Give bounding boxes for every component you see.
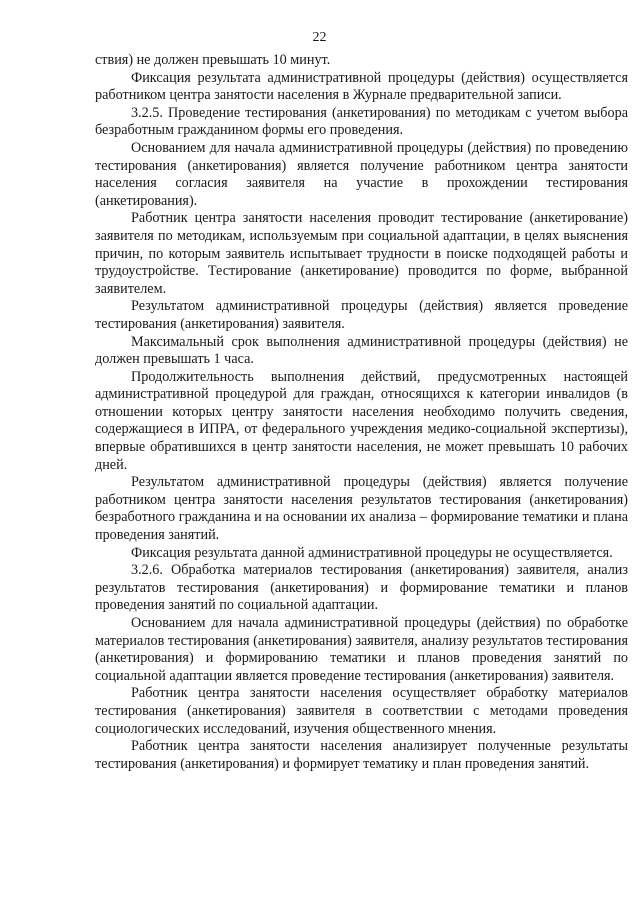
paragraph: Результатом административной процедуры (действия) является получение работником центра занятости населения результатов тестирования (анкетирования) безработного гражданина и на основании их анализа – формирование тематики и плана проведения занятий. <box>95 474 628 544</box>
paragraph: Результатом административной процедуры (действия) является проведение тестирования (анкетирования) заявителя. <box>95 298 628 332</box>
paragraph: Работник центра занятости населения анализирует полученные результаты тестирования (анкетирования) и формирует тематику и план проведения занятий. <box>95 738 628 772</box>
paragraph: Работник центра занятости населения проводит тестирование (анкетирование) заявителя по методикам, используемым при социальной адаптации, в целях выяснения причин, по которым заявитель испытывает трудности в поиске подходящей работы и трудоустройстве. Тестирование (анкетирование) проводится по форме, выбранной заявителем. <box>95 210 628 297</box>
section-heading-3-2-5: 3.2.5. Проведение тестирования (анкетирования) по методикам с учетом выбора безработным гражданином формы его проведения. <box>95 104 628 139</box>
paragraph: Фиксация результата административной процедуры (действия) осуществляется работником центра занятости населения в Журнале предварительной записи. <box>95 69 628 104</box>
paragraph: ствия) не должен превышать 10 минут. <box>95 52 331 68</box>
paragraph: Продолжительность выполнения действий, предусмотренных настоящей административной процедурой для граждан, относящихся к категории инвалидов (в отношении которых центру занятости населения необходимо получить сведения, содержащиеся в ИПРА, от федерального учреждения медико-социальной экспертизы), впервые обратившихся в центр занятости населения, не может превышать 10 рабочих дней. <box>95 368 628 473</box>
paragraph: Максимальный срок выполнения административной процедуры (действия) не должен превышать 1 часа. <box>95 333 628 368</box>
paragraph: Фиксация результата данной административной процедуры не осуществляется. <box>131 544 613 561</box>
paragraph: Основанием для начала административной процедуры (действия) по обработке материалов тестирования (анкетирования) заявителя, анализу результатов тестирования (анкетирования) и формированию тематики и планов проведения занятий по социальной адаптации является проведение тестирования (анкетирования) заявителя. <box>95 615 628 684</box>
section-heading-3-2-6: 3.2.6. Обработка материалов тестирования (анкетирования) заявителя, анализ результатов тестирования (анкетирования) и формирование тематики и планов проведения занятий по социальной адаптации. <box>95 562 628 614</box>
paragraph: Работник центра занятости населения осуществляет обработку материалов тестирования (анкетирования) заявителя в соответствии с методами проведения социологических исследований, изучения общественного мнения. <box>95 685 628 737</box>
page-number: 22 <box>312 30 327 45</box>
document-body <box>95 52 628 773</box>
paragraph: Основанием для начала административной процедуры (действия) по проведению тестирования (анкетирования) является получение работником центра занятости населения согласия заявителя на участие в прохождении тестирования (анкетирования). <box>95 139 628 209</box>
